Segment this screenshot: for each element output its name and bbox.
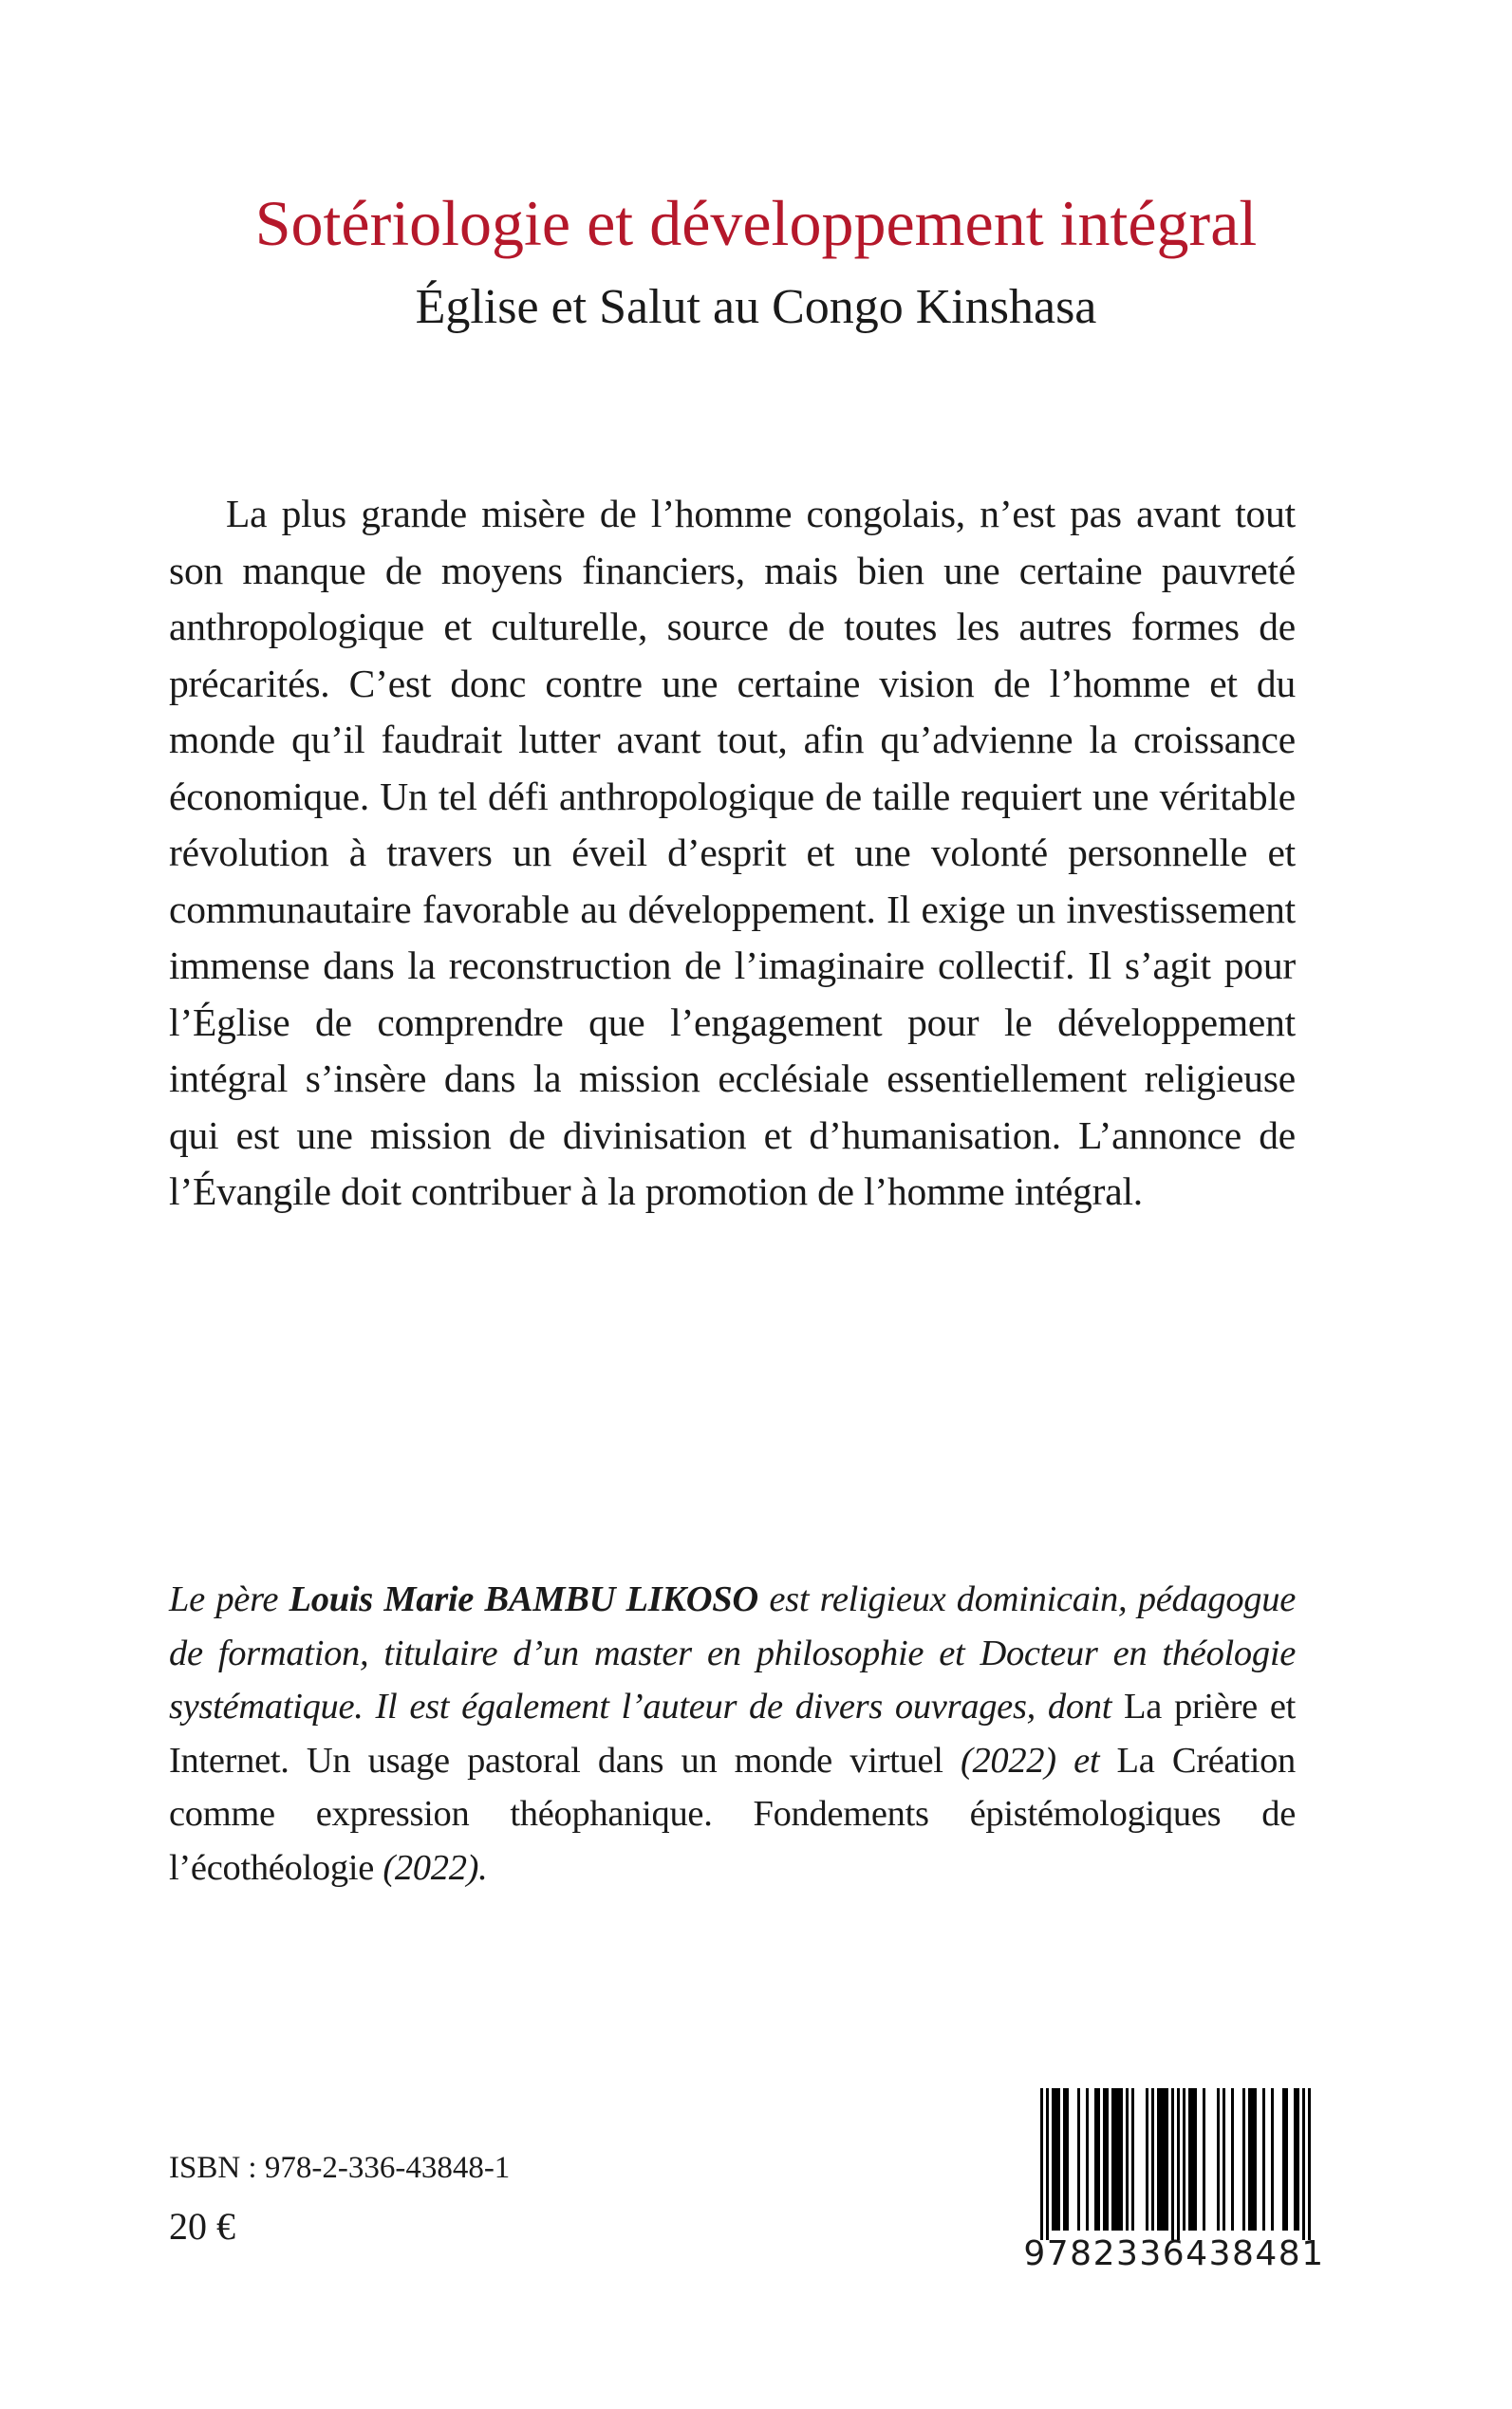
- barcode-bar: [1117, 2088, 1120, 2231]
- barcode-bar: [1242, 2088, 1245, 2231]
- barcode-bar: [1217, 2088, 1220, 2231]
- barcode-bar: [1163, 2088, 1166, 2231]
- isbn-label: ISBN : 978-2-336-43848-1: [169, 2151, 511, 2185]
- barcode-bar: [1052, 2088, 1055, 2231]
- barcode-bar: [1203, 2088, 1205, 2231]
- barcode-bar: [1126, 2088, 1129, 2231]
- barcode-bar: [1086, 2088, 1089, 2231]
- barcode-bar: [1171, 2088, 1174, 2240]
- barcode: [1023, 2088, 1325, 2274]
- barcode-bar: [1254, 2088, 1257, 2231]
- barcode-bar: [1146, 2088, 1148, 2231]
- book-subtitle: Église et Salut au Congo Kinshasa: [415, 280, 1097, 334]
- barcode-bar: [1282, 2088, 1285, 2231]
- barcode-bar: [1308, 2088, 1311, 2240]
- book-year-2: (2022).: [374, 1847, 488, 1888]
- book-reference-1: La prière et Internet. Un usage pastoral dans un monde virtuel: [169, 1687, 1296, 1781]
- author-name: Louis Marie BAMBU LIKOSO: [289, 1579, 758, 1619]
- barcode-bars: [1023, 2088, 1325, 2240]
- author-biography: [169, 1573, 1296, 1895]
- book-reference-2: La Création comme expression théophanique. Fondements épistémologiques de l’écothéologie: [169, 1740, 1296, 1888]
- price-label: 20 €: [169, 2205, 235, 2248]
- barcode-bar: [1055, 2088, 1057, 2231]
- barcode-bar: [1248, 2088, 1251, 2231]
- barcode-bar: [1103, 2088, 1106, 2231]
- barcode-bar: [1066, 2088, 1069, 2231]
- barcode-bar: [1040, 2088, 1043, 2240]
- barcode-bar: [1151, 2088, 1154, 2231]
- barcode-bar: [1160, 2088, 1163, 2231]
- barcode-bar: [1231, 2088, 1234, 2231]
- barcode-bar: [1106, 2088, 1109, 2231]
- barcode-digits: 9782336438481: [1023, 2234, 1325, 2273]
- bio-text: est religieux dominicain, pédagogue de formation, titulaire d’un master en philosophie et Docteur en théologie systématique. Il est également l’auteur de divers ouvrages, dont: [169, 1579, 1296, 1727]
- barcode-bar: [1120, 2088, 1123, 2231]
- barcode-bar: [1166, 2088, 1168, 2231]
- barcode-bar: [1094, 2088, 1097, 2231]
- barcode-bar: [1097, 2088, 1100, 2231]
- barcode-bar: [1111, 2088, 1114, 2231]
- barcode-bar: [1077, 2088, 1080, 2231]
- barcode-bar: [1157, 2088, 1160, 2231]
- barcode-bar: [1188, 2088, 1191, 2231]
- barcode-bar: [1194, 2088, 1197, 2231]
- barcode-bar: [1177, 2088, 1180, 2240]
- book-title: Sotériologie et développement intégral: [254, 187, 1258, 259]
- barcode-bar: [1297, 2088, 1299, 2231]
- bio-intro: Le père: [169, 1579, 289, 1619]
- barcode-bar: [1251, 2088, 1254, 2231]
- barcode-bar: [1302, 2088, 1305, 2240]
- barcode-bar: [1063, 2088, 1066, 2231]
- barcode-bar: [1131, 2088, 1134, 2231]
- barcode-bar: [1223, 2088, 1225, 2231]
- barcode-bar: [1046, 2088, 1049, 2240]
- book-year-1: (2022) et: [943, 1740, 1117, 1781]
- barcode-bar: [1262, 2088, 1265, 2231]
- barcode-bar: [1294, 2088, 1297, 2231]
- barcode-bar: [1114, 2088, 1117, 2231]
- barcode-bar: [1285, 2088, 1288, 2231]
- barcode-bar: [1183, 2088, 1185, 2231]
- back-cover-summary: La plus grande misère de l’homme congolais, n’est pas avant tout son manque de moyens financiers, mais bien une certaine pauvreté anthropologique et culturelle, source de toutes les autres formes de précarités. C’est donc contre une certaine vision de l’homme et du monde qu’il faudrait lutter avant tout, afin qu’advienne la croissance économique. Un tel défi anthropologique de taille requiert une véritable révolution à travers un éveil d’esprit et une volonté personnelle et communautaire favorable au développement. Il exige un investissement immense dans la reconstruction de l’imaginaire collectif. Il s’agit pour l’Église de comprendre que l’engagement pour le développement intégral s’insère dans la mission ecclésiale essentiellement religieuse qui est une mission de divinisation et d’humanisation. L’annonce de l’Évangile doit contribuer à la promotion de l’homme intégral.: [169, 492, 1296, 1213]
- barcode-bar: [1271, 2088, 1274, 2231]
- barcode-bar: [1191, 2088, 1194, 2231]
- barcode-bar: [1057, 2088, 1060, 2231]
